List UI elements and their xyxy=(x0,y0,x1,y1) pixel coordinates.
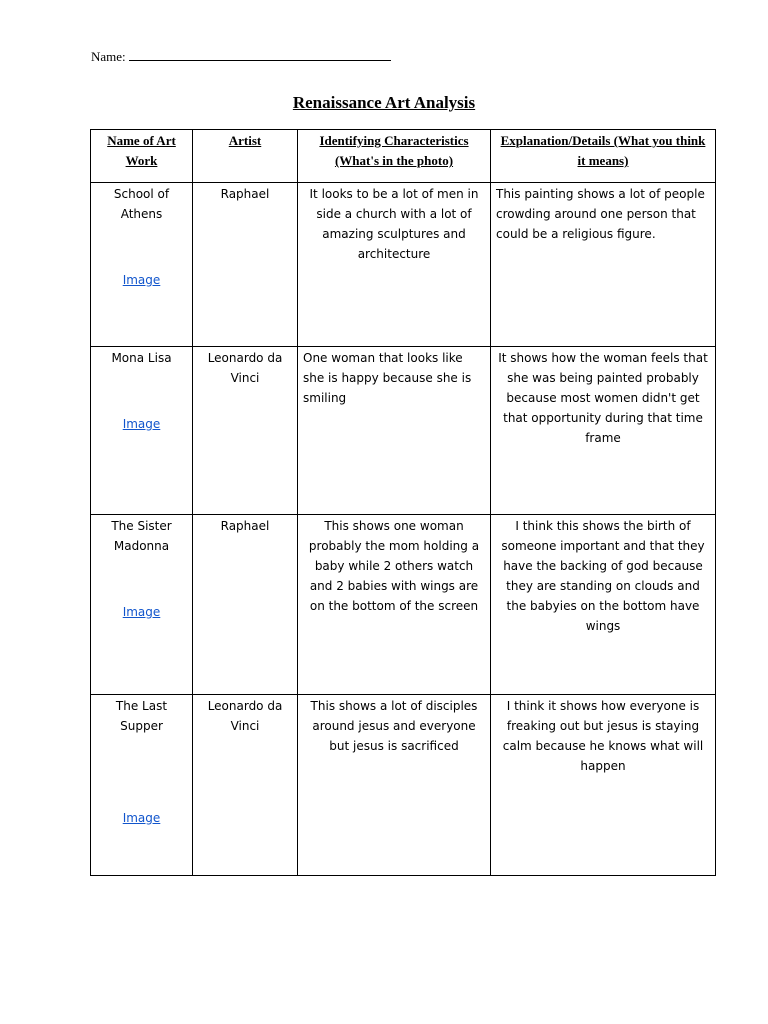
image-link[interactable]: Image xyxy=(122,273,161,287)
characteristics-cell: This shows one woman probably the mom holding a baby while 2 others watch and 2 babies with wings are on the bottom of the screen xyxy=(298,515,491,695)
table-row xyxy=(91,695,716,876)
characteristics-cell: It looks to be a lot of men in side a church with a lot of amazing sculptures and architecture xyxy=(298,183,491,347)
characteristics-cell: This shows a lot of disciples around jesus and everyone but jesus is sacrificed xyxy=(298,695,491,876)
art-work-name: The Sister Madonna xyxy=(111,519,172,553)
artist-cell: Leonardo da Vinci xyxy=(193,695,298,876)
header-explanation-details: Explanation/Details (What you think it means) xyxy=(491,130,716,183)
table-row xyxy=(91,347,716,515)
page-title: Renaissance Art Analysis xyxy=(292,93,476,112)
table-row xyxy=(91,183,716,347)
header-artist: Artist xyxy=(193,130,298,183)
artist-cell: Raphael xyxy=(193,183,298,347)
table-header-row xyxy=(91,130,716,183)
explanation-cell: I think this shows the birth of someone important and that they have the backing of god because they are standing on clouds and the babyies on the bottom have wings xyxy=(491,515,716,695)
explanation-cell: I think it shows how everyone is freaking out but jesus is staying calm because he knows what will happen xyxy=(491,695,716,876)
art-work-cell xyxy=(91,695,193,876)
artist-cell: Raphael xyxy=(193,515,298,695)
art-work-name: Mona Lisa xyxy=(111,351,172,365)
header-identifying-characteristics: Identifying Characteristics (What's in the photo) xyxy=(298,130,491,183)
image-link[interactable]: Image xyxy=(122,417,161,431)
artist-cell: Leonardo da Vinci xyxy=(193,347,298,515)
image-link[interactable]: Image xyxy=(122,811,161,825)
art-work-cell xyxy=(91,515,193,695)
art-work-cell xyxy=(91,347,193,515)
name-label: Name: xyxy=(91,49,126,64)
image-link[interactable]: Image xyxy=(122,605,161,619)
characteristics-cell: One woman that looks like she is happy because she is smiling xyxy=(298,347,491,515)
art-work-name: The Last Supper xyxy=(115,699,168,733)
explanation-cell: It shows how the woman feels that she was being painted probably because most women didn't get that opportunity during that time frame xyxy=(491,347,716,515)
art-analysis-table xyxy=(90,129,716,876)
art-work-name: School of Athens xyxy=(113,187,170,221)
table-row xyxy=(91,515,716,695)
name-field xyxy=(91,47,391,65)
explanation-cell: This painting shows a lot of people crowding around one person that could be a religious figure. xyxy=(491,183,716,347)
art-work-cell xyxy=(91,183,193,347)
name-blank-line xyxy=(129,47,391,61)
header-art-work-name: Name of Art Work xyxy=(91,130,193,183)
